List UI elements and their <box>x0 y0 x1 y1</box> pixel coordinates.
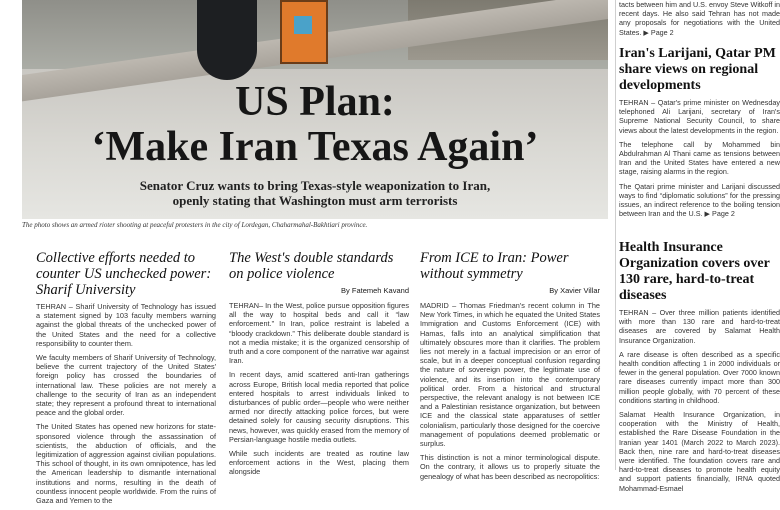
sidebar-fragment <box>619 0 780 42</box>
article-byline: By Xavier Villar <box>549 286 600 295</box>
sidebar-paragraph: TEHRAN – Over three million patients identified with more than 130 rare and hard-to-treat diseases are covered by Salamat Health Insurance Organization. <box>619 308 780 345</box>
article-paragraph: In recent days, amid scattered anti-Iran gatherings across Europe, British local media reported that police entered hospitals to arrest individuals linked to disturbances of public order—people who were neither armed nor directly attacking police forces, but were detained solely for causing security disruptions. This news, however, was quickly erased from the memory of Persian-language hostile media outlets. <box>229 370 409 444</box>
deck-line-1: Senator Cruz wants to bring Texas-style weaponization to Iran, <box>139 178 491 193</box>
article-paragraph: While such incidents are treated as routine law enforcement actions in the West, placing them alongside <box>229 449 409 477</box>
headline-line-1: US Plan: <box>235 79 395 125</box>
article-paragraph: TEHRAN– In the West, police pursue opposition figures all the way to hospital beds and call it “law enforcement.” In Iran, police restraint is labeled a “bloody crackdown.” This deliberate double standard is not a media mistake; it is the organized censorship of truth and a core component of the narrative war against Iran. <box>229 301 409 366</box>
article-title[interactable]: The West's double standards on police violence <box>229 250 394 282</box>
article-title[interactable]: From ICE to Iran: Power without symmetry <box>420 250 569 282</box>
sidebar-story-title[interactable]: Health Insurance Organization covers over 130 rare, hard-to-treat diseases <box>619 240 770 303</box>
article-byline: By Fatemeh Kavand <box>341 286 409 295</box>
sidebar-paragraph: A rare disease is often described as a specific health condition affecting 1 in 2000 individuals or fewer in the general population. Over 7000 known rare diseases currently impact more than 300 million people globally, with 70 percent of these conditions starting in childhood. <box>619 349 780 405</box>
article-paragraph: This distinction is not a minor terminological dispute. On the contrary, it allows us to properly situate the genealogy of what has been described as necropolitics: <box>420 453 600 481</box>
article-sharif <box>36 250 216 510</box>
sidebar-story-larijani <box>619 46 780 223</box>
column-divider <box>615 0 616 470</box>
article-paragraph: The United States has opened new horizons for state-sponsored violence through the assassination of scientists, the abduction of officials, and the legitimization of aggression against civilian populations. This school of thought, in its own omnipotence, has led the American leadership to dismantle international institutions and norms, resulting in the death of countless innocent people worldwide. From the ruins of Gaza and Yemen to the <box>36 422 216 506</box>
sidebar-story-health <box>619 240 780 498</box>
sidebar-fragment-text: tacts between him and U.S. envoy Steve Witkoff in recent days. He also said Tehran has not made any proposals for negotiations with the United States. ▶ Page 2 <box>619 0 780 37</box>
article-paragraph: MADRID – Thomas Friedman's recent column in The New York Times, in which he equated the United States Immigration and Customs Enforcement (ICE) with Hamas, falls into an analytical simplification that ultimately obscures more than it clarifies. The problem lies not merely in a factual imprecision or an error of scale, but in a deeper conceptual confusion regarding the nature of sovereign power, the legitimate use of violence, and its insertion into the contemporary political order. From a historical and structural perspective, the relevant analogy is not between ICE and a Palestinian resistance organization, but between ICE and the classical state apparatuses of settler colonialism, particularly those designed for the coercive management of populations deemed problematic or surplus. <box>420 301 600 449</box>
article-title[interactable]: Collective efforts needed to counter US unchecked power: Sharif University <box>36 250 212 298</box>
photo-figure <box>197 0 257 80</box>
headline-line-2: ‘Make Iran Texas Again’ <box>91 124 539 170</box>
sidebar-paragraph: The Qatari prime minister and Larijani discussed ways to find “diplomatic solutions” for the pressing issues, an indirect reference to the boiling tension between Iran and the U.S. ▶ Page 2 <box>619 181 780 219</box>
sidebar-paragraph: TEHRAN – Qatar's prime minister on Wednesday telephoned Ali Larijani, secretary of Iran's Supreme National Security Council, to share views about the latest developments in the region. <box>619 98 780 135</box>
article-double-standards <box>229 250 409 482</box>
sidebar-paragraph: The telephone call by Mohammed bin Abdulrahman Al Thani came as tensions between Iran and the United States have entered a new stage, raising alarms in the region. <box>619 139 780 177</box>
sidebar-paragraph: Salamat Health Insurance Organization, in cooperation with the Ministry of Health, established the Rare Disease Foundation in the Iranian year 1401 (March 2022 to March 2023). Back then, nine rare and hard-to-treat diseases were identified. The foundation covers rare and hard-to-treat diseases to promote health equity and support patients financially, IRNA quoted Mohammad-Esmael <box>619 410 780 493</box>
article-ice-iran <box>420 250 600 486</box>
article-paragraph: TEHRAN – Sharif University of Technology has issued a statement signed by 103 faculty members warning against the global threats of the unchecked power of the United States and the need for a collective responsibility to counter them. <box>36 302 216 348</box>
article-paragraph: We faculty members of Sharif University of Technology, believe the current trajectory of the United States' foreign policy has crossed the boundaries of international law. These policies are not merely a challenge to the security of Iran as an independent state; they represent a profound threat to international peace and the global order. <box>36 353 216 418</box>
sidebar-story-title[interactable]: Iran's Larijani, Qatar PM share views on regional developments <box>619 46 776 93</box>
deck-line-2: openly stating that Washington must arm terrorists <box>172 193 458 208</box>
photo-caption: The photo shows an armed rioter shooting at peaceful protesters in the city of Lordegan, Chaharmahal-Bakhtiari province. <box>22 221 368 229</box>
photo-payphone <box>280 0 328 64</box>
